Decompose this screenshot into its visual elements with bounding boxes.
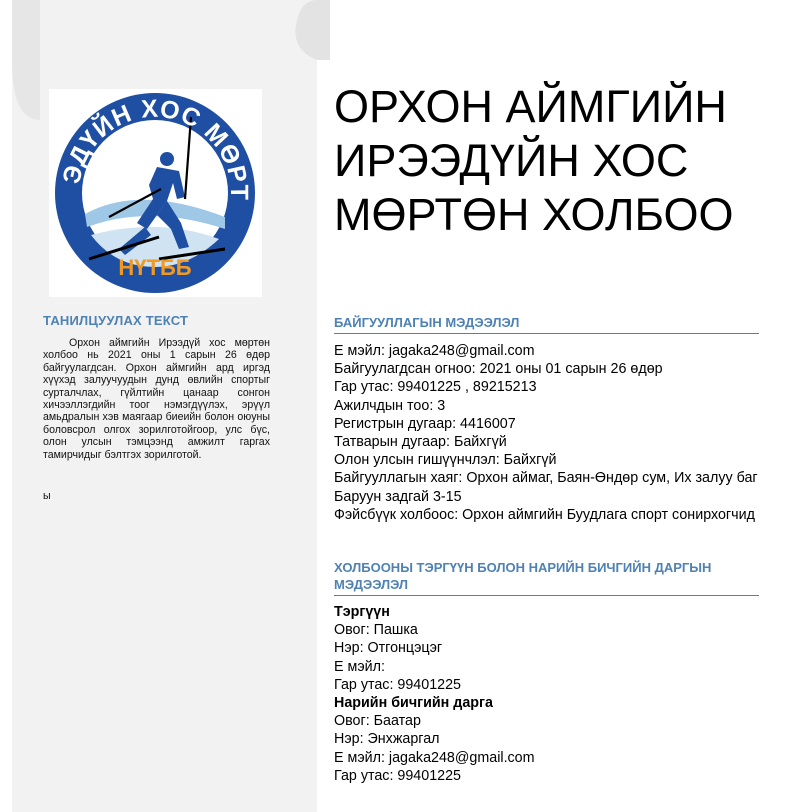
head-surname: Овог: Пашка: [334, 622, 418, 639]
head-phone: Гар утас: 99401225: [334, 676, 462, 693]
secretary-email: Е мэйл: jagaka248@gmail.com: [334, 749, 535, 766]
intro-body: Орхон аймгийн Ирээдүй хос мөртөн холбоо нь 2021 оны 1 сарын 26 өдөр байгуулагдсан. Орхон аймгийн ард иргэд хүүхэд залуучуудын дунд өвлийн спортыг сурталчлах, гүйлтийн цанаар сонгон хичээллэгдийн тоог нэмэгдүүлэх, эрүүл амьдралын хэв маягаар биеийн болон оюуны боловсрол олгох зорилготойгоор, улс бүс, олон улсын тэмцээнд амжилт гаргах тамирчидыг бэлтгэх зорилготой.: [43, 337, 270, 461]
org-email: Е мэйл: jagaka248@gmail.com: [334, 343, 535, 359]
contact-info: [334, 603, 764, 785]
federation-logo: [49, 89, 262, 297]
head-name: Нэр: Отгонцэцэг: [334, 640, 443, 657]
secretary-phone: Гар утас: 99401225: [334, 767, 462, 784]
logo-arc-text: ЭДҮЙН ХОС МӨРТ: [57, 94, 254, 201]
intro-tail: ы: [43, 490, 51, 502]
secretary-label: Нарийн бичгийн дарга: [334, 695, 493, 712]
org-membership: Олон улсын гишүүнчлэл: Байхгүй: [334, 452, 557, 469]
intro-heading: ТАНИЛЦУУЛАХ ТЕКСТ: [43, 313, 189, 328]
org-tax: Татварын дугаар: Байхгүй: [334, 434, 507, 451]
secretary-name: Нэр: Энхжаргал: [334, 731, 440, 748]
org-register: Регистрын дугаар: 4416007: [334, 415, 516, 432]
head-email: Е мэйл:: [334, 658, 385, 675]
org-founded: Байгуулагдсан огноо: 2021 оны 01 сарын 26 өдөр: [334, 361, 663, 378]
head-label: Тэргүүн: [334, 604, 390, 620]
org-employees: Ажилчдын тоо: 3: [334, 397, 446, 414]
org-facebook: Фэйсбүүк холбоос: Орхон аймгийн Буудлага спорт сонирхогчид: [334, 506, 755, 523]
org-section-heading: БАЙГУУЛЛАГЫН МЭДЭЭЛЭЛ: [334, 314, 759, 334]
org-info: [334, 342, 764, 524]
contact-section-heading: ХОЛБООНЫ ТЭРГҮҮН БОЛОН НАРИЙН БИЧГИЙН ДАРГЫН МЭДЭЭЛЭЛ: [334, 559, 759, 596]
org-address: Байгууллагын хаяг: Орхон аймаг, Баян-Өндөр сум, Их залуу баг Баруун задгай 3-15: [334, 470, 758, 505]
page-title: ОРХОН АЙМГИЙН ИРЭЭДҮЙН ХОС МӨРТӨН ХОЛБОО: [334, 81, 734, 240]
logo-bottom-text: НҮТББ: [118, 255, 192, 280]
org-phone: Гар утас: 99401225 , 89215213: [334, 379, 537, 396]
secretary-surname: Овог: Баатар: [334, 713, 421, 730]
